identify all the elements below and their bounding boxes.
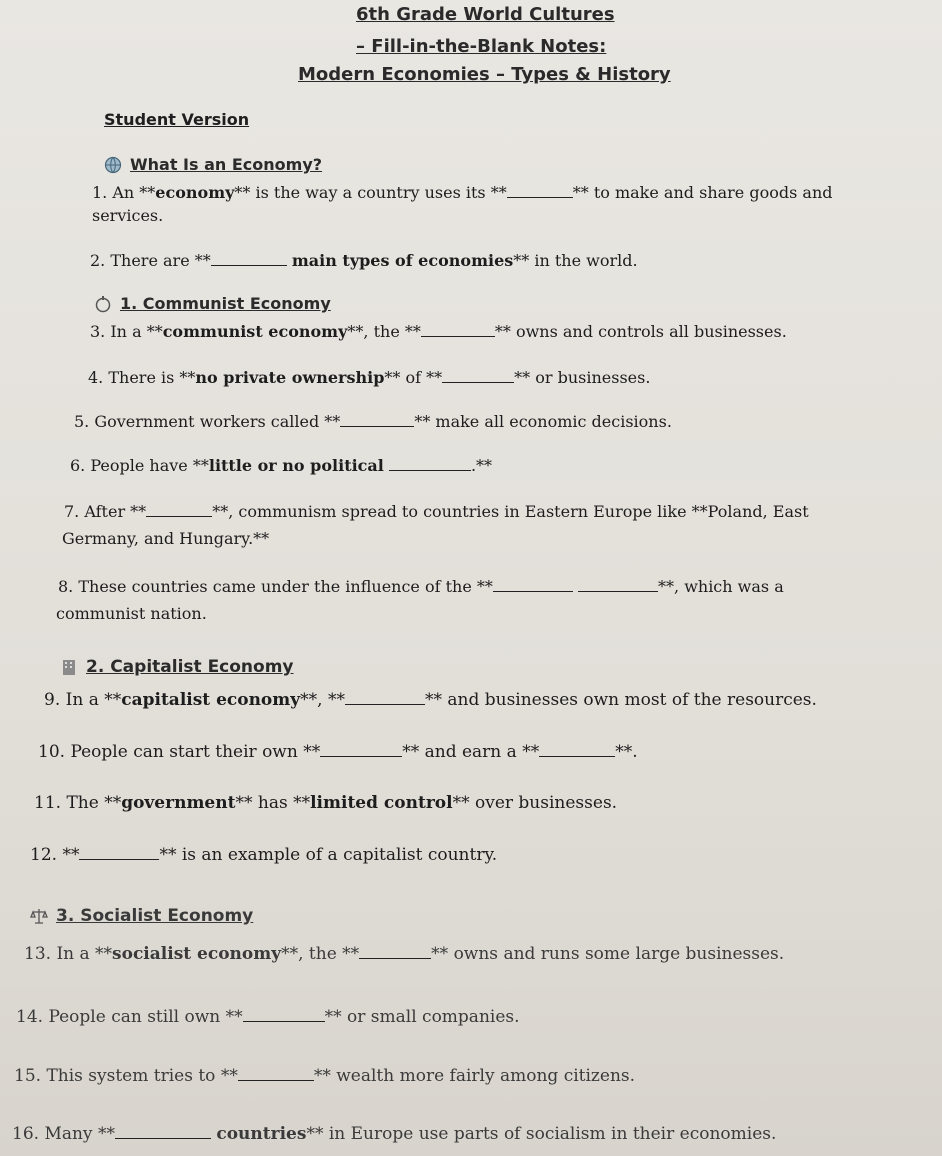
answer-blank[interactable] xyxy=(389,456,471,471)
notes-subtitle: – Fill-in-the-Blank Notes: xyxy=(356,36,607,57)
answer-blank[interactable] xyxy=(421,322,495,337)
answer-blank[interactable] xyxy=(442,368,514,383)
question-3: 3. In a **communist economy**, the ** ** owns and controls all businesses. xyxy=(90,322,787,341)
answer-blank[interactable] xyxy=(320,742,402,757)
question-1: 1. An **economy** is the way a country uses its ** ** to make and share goods and xyxy=(92,183,833,202)
question-6: 6. People have **little or no political .** xyxy=(70,456,493,475)
section-title: 2. Capitalist Economy xyxy=(86,657,294,677)
hammer-sickle-icon xyxy=(94,295,112,313)
question-7: 7. After ** **, communism spread to countries in Eastern Europe like **Poland, East xyxy=(64,502,809,521)
topic-title: Modern Economies – Types & History xyxy=(298,64,671,85)
answer-blank[interactable] xyxy=(238,1066,314,1081)
question-8-continued: communist nation. xyxy=(56,604,207,623)
question-10: 10. People can start their own ** ** and earn a ** **. xyxy=(38,742,638,762)
answer-blank[interactable] xyxy=(507,183,573,198)
question-4: 4. There is **no private ownership** of ** ** or businesses. xyxy=(88,368,651,387)
question-2: 2. There are ** main types of economies** in the world. xyxy=(90,251,638,270)
question-16: 16. Many ** countries** in Europe use parts of socialism in their economies. xyxy=(12,1124,777,1144)
section-title: What Is an Economy? xyxy=(130,155,323,174)
question-9: 9. In a **capitalist economy**, ** ** and businesses own most of the resources. xyxy=(44,690,817,710)
question-13: 13. In a **socialist economy**, the ** ** owns and runs some large businesses. xyxy=(24,944,785,964)
answer-blank[interactable] xyxy=(340,412,414,427)
question-11: 11. The **government** has **limited control** over businesses. xyxy=(34,793,618,813)
building-icon xyxy=(60,658,78,676)
question-7-continued: Germany, and Hungary.** xyxy=(62,529,270,548)
answer-blank[interactable] xyxy=(345,690,425,705)
section-heading-socialist xyxy=(30,906,253,926)
section-title: 1. Communist Economy xyxy=(120,294,331,313)
answer-blank[interactable] xyxy=(115,1124,211,1139)
answer-blank[interactable] xyxy=(211,251,287,266)
course-title: 6th Grade World Cultures xyxy=(356,4,615,25)
question-5: 5. Government workers called ** ** make all economic decisions. xyxy=(74,412,672,431)
answer-blank[interactable] xyxy=(79,845,159,860)
question-8: 8. These countries came under the influence of the ** **, which was a xyxy=(58,577,784,596)
question-15: 15. This system tries to ** ** wealth more fairly among citizens. xyxy=(14,1066,636,1086)
globe-icon xyxy=(104,156,122,174)
answer-blank[interactable] xyxy=(146,502,212,517)
question-14: 14. People can still own ** ** or small companies. xyxy=(16,1007,520,1027)
section-heading-capitalist xyxy=(60,657,294,677)
answer-blank[interactable] xyxy=(493,577,573,592)
scale-icon xyxy=(30,907,48,925)
question-1-continued: services. xyxy=(92,206,164,225)
question-12: 12. ** ** is an example of a capitalist country. xyxy=(30,845,498,865)
answer-blank[interactable] xyxy=(359,944,431,959)
section-heading-communist xyxy=(94,294,331,313)
section-title: 3. Socialist Economy xyxy=(56,906,254,926)
version-label: Student Version xyxy=(104,110,250,129)
answer-blank[interactable] xyxy=(578,577,658,592)
answer-blank[interactable] xyxy=(539,742,615,757)
section-heading-intro xyxy=(104,155,322,174)
answer-blank[interactable] xyxy=(243,1007,325,1022)
